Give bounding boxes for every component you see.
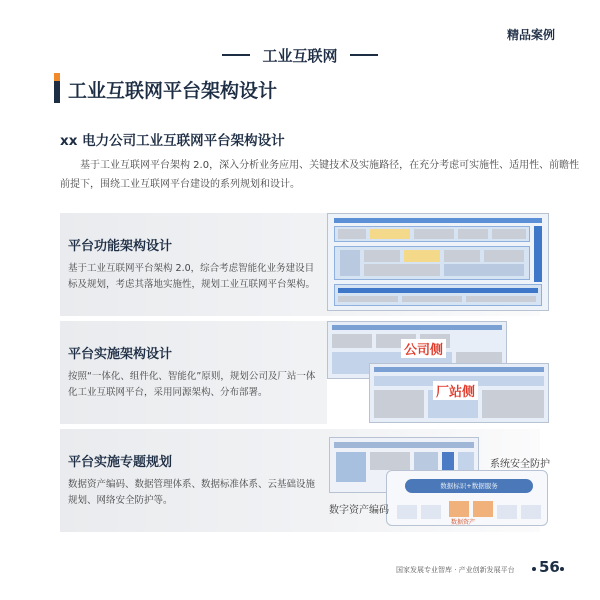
data-asset-caption: 数据资产 xyxy=(451,519,476,526)
header-left-dash xyxy=(222,54,250,56)
intro-text: 基于工业互联网平台架构 2.0，深入分析业务应用、关键技术及实施路径，在充分考虑可实施性、适用性、前瞻性前提下，围绕工业互联网平台建设的系列规划和设计。 xyxy=(60,160,580,190)
plant-side-label: 厂站侧 xyxy=(433,381,478,400)
section-header xyxy=(0,44,600,66)
company-side-label: 公司侧 xyxy=(401,339,446,358)
function-architecture-diagram xyxy=(327,213,549,311)
header-right-dash xyxy=(350,54,378,56)
digital-asset-encoding-label: 数字资产编码 xyxy=(329,505,389,516)
case-subtitle: xx 电力公司工业互联网平台架构设计 xyxy=(60,133,285,149)
card-title: 平台功能架构设计 xyxy=(68,239,173,254)
title-accent-bar xyxy=(54,73,60,103)
card-description: 数据资产编码、数据管理体系、数据标准体系、云基础设施规划、网络安全防护等。 xyxy=(68,479,316,506)
card-title: 平台实施架构设计 xyxy=(68,347,173,362)
page-number: 56 xyxy=(539,558,560,576)
card-description: 按照“一体化、组件化、智能化”原则，规划公司及厂站一体化工业互联网平台，采用同源架构、分布部署。 xyxy=(68,371,316,398)
implementation-architecture-diagram xyxy=(327,321,549,424)
intro-paragraph xyxy=(60,156,580,194)
corner-tag: 精品案例 xyxy=(507,28,556,42)
footer-dot-right xyxy=(560,567,564,571)
security-label: 系统安全防护 xyxy=(490,459,550,470)
data-service-pill: 数据标识+数据服务 xyxy=(405,479,533,493)
footer-dot-left xyxy=(532,567,536,571)
section-header-label: 工业互联网 xyxy=(262,46,338,65)
card-description: 基于工业互联网平台架构 2.0，综合考虑智能化业务建设目标及规划，考虑其落地实施性，规划工业互联网平台架构。 xyxy=(68,263,316,290)
card-title: 平台实施专题规划 xyxy=(68,455,173,470)
footer-text: 国家发展专业智库 · 产业创新发展平台 xyxy=(396,566,515,574)
page-title: 工业互联网平台架构设计 xyxy=(68,80,278,102)
data-asset-diagram xyxy=(386,470,548,526)
